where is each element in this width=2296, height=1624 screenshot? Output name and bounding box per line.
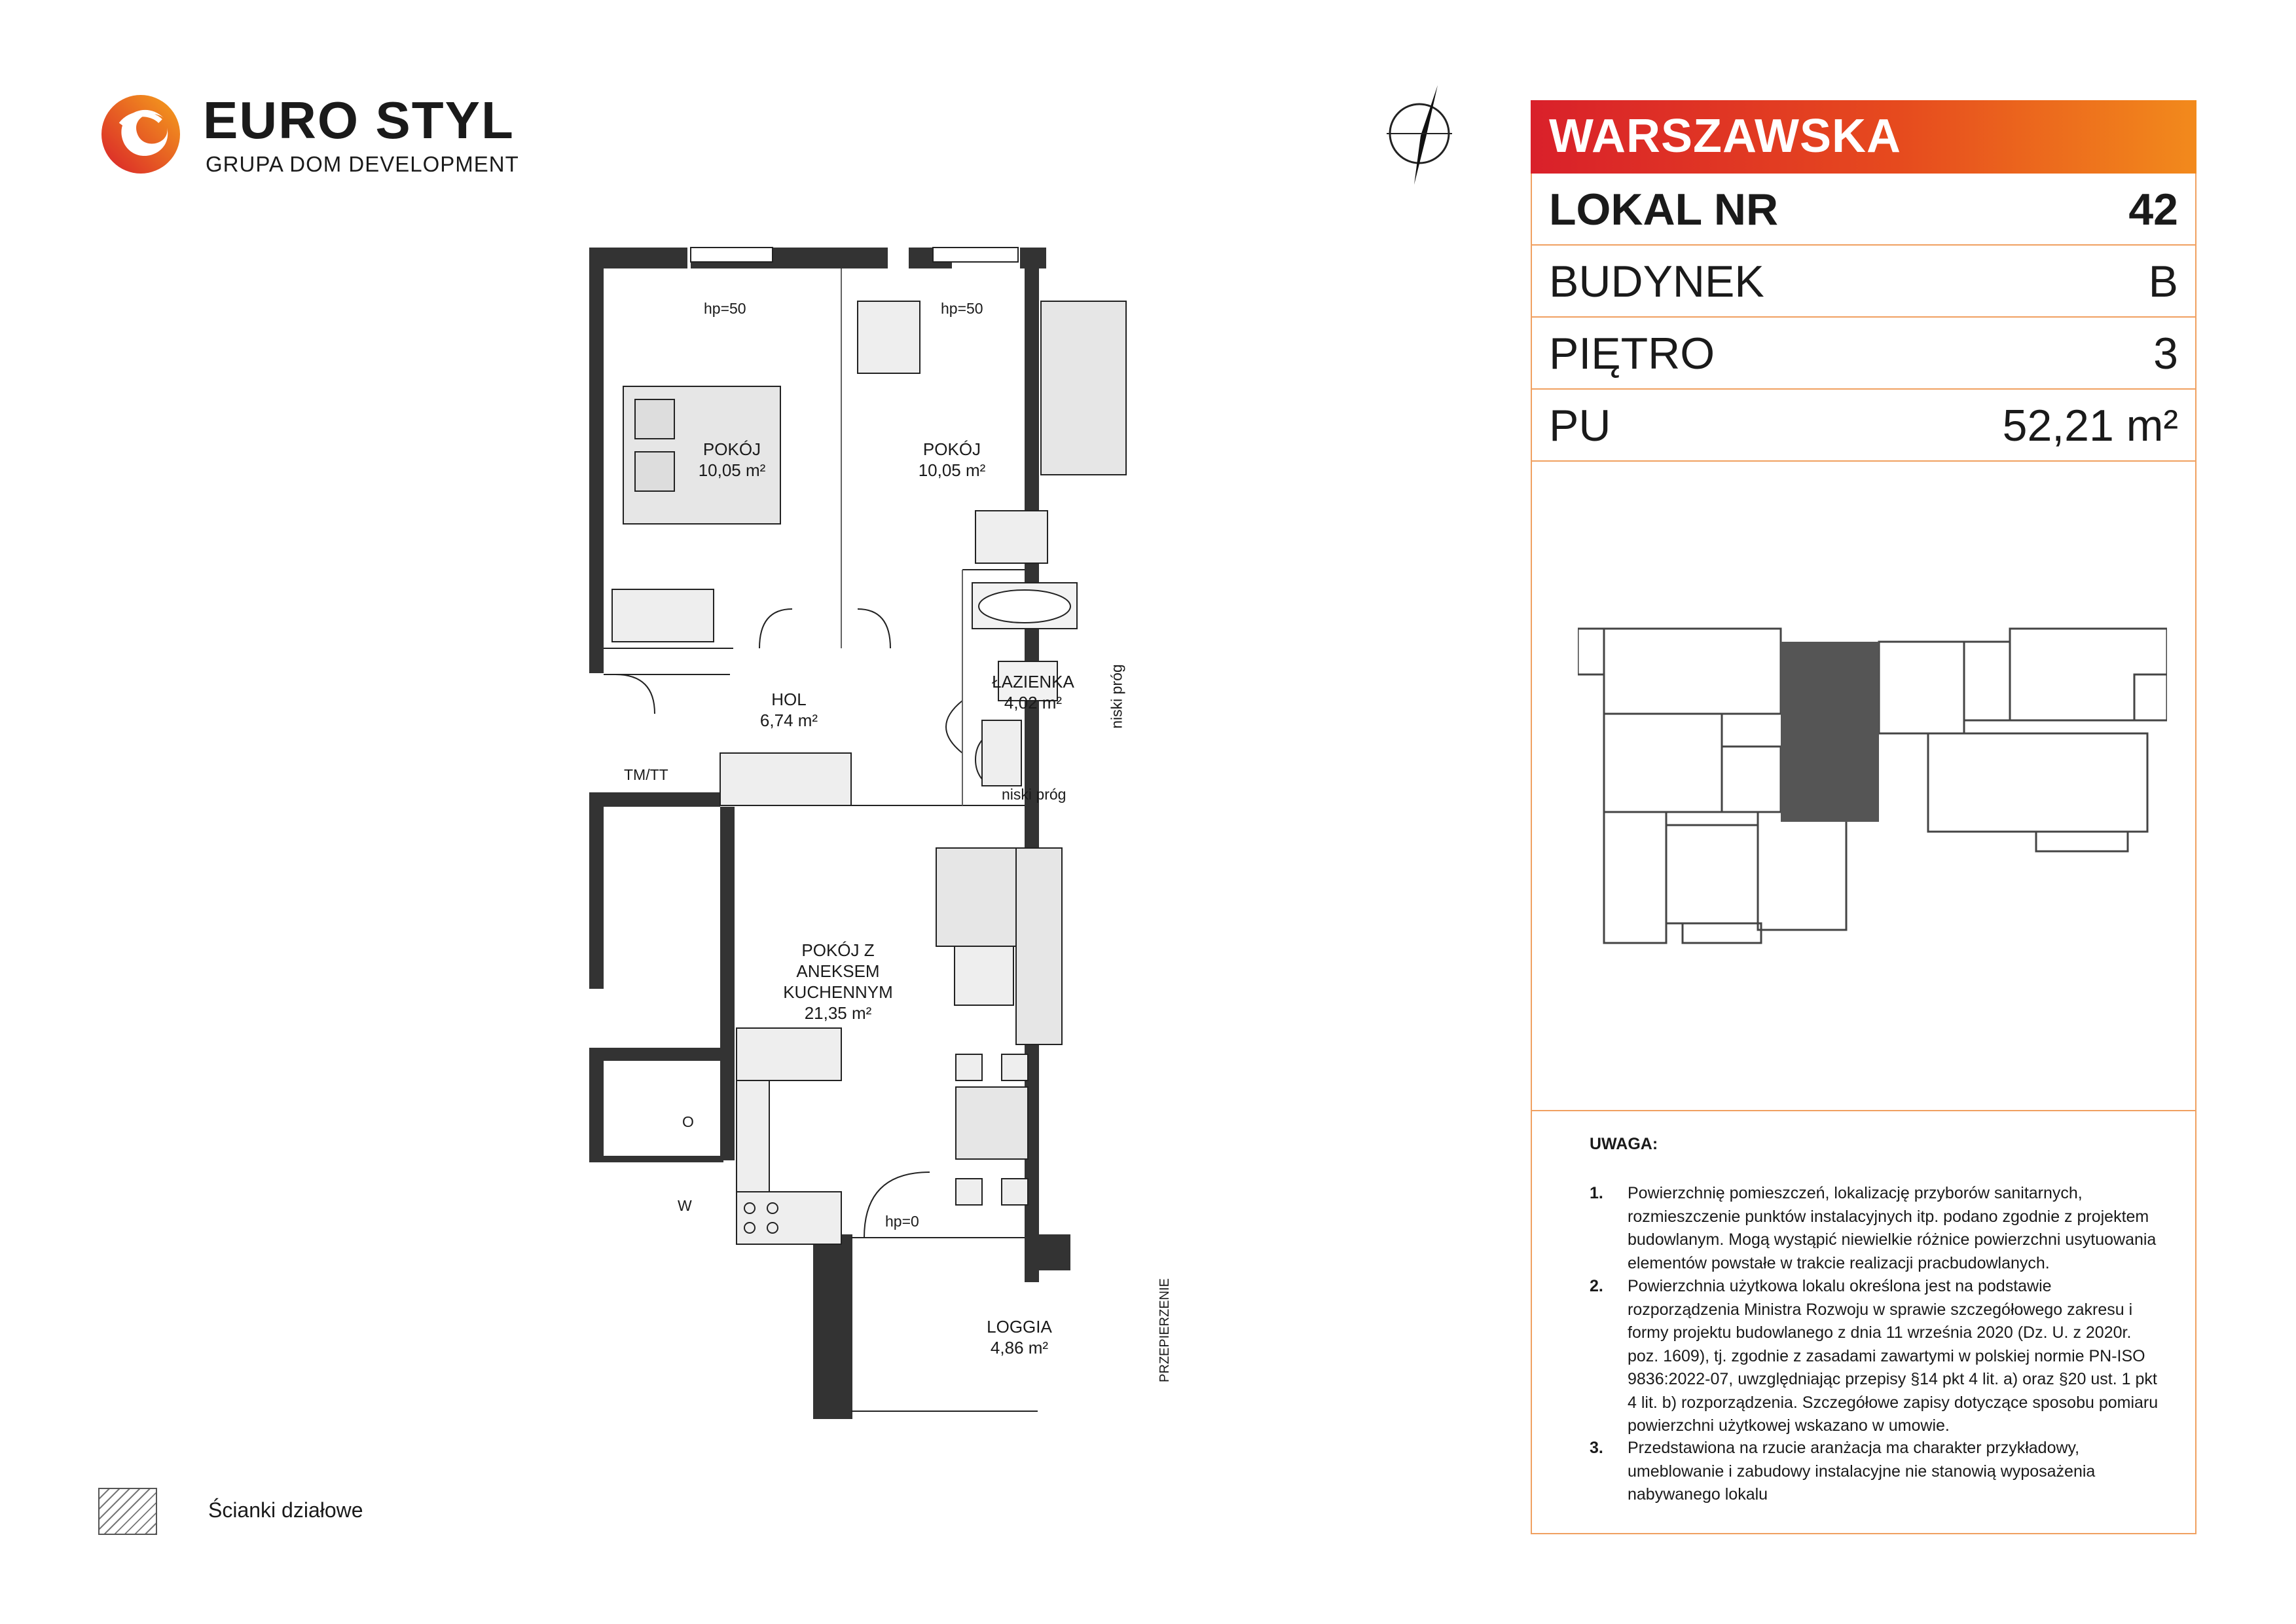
room-name: LOGGIA [987,1317,1052,1337]
row-unit-number [1531,174,2196,246]
low-sill-marker-1: niski próg [1108,664,1125,729]
row-building [1531,246,2196,318]
brand-subtitle: GRUPA DOM DEVELOPMENT [206,152,519,176]
notes-section [1531,1110,2196,1534]
north-arrow-icon [1374,80,1472,191]
brand-name: EURO STYL [203,91,515,149]
window-height-marker-1: hp=50 [704,300,746,317]
room-label-bathroom [968,671,1099,713]
room-name: HOL [771,690,807,709]
note-text: Powierzchnia użytkowa lokalu określona jest na podstawie rozporządzenia Ministra Rozwoju w sprawie szczegółowego zakresu i formy projektu budowlanego z dnia 11 września 2020 (Dz. U. z 2020r. poz. 1609), tj. zgodnie z zasadami zawartymi w polskiej normie PN-ISO 9836:2022-07, uwzględniając przepisy §14 pkt 4 lit. a) oraz §20 ust. 1 pkt 4 lit. b) rozporządzenia. Szczegółowe zapisy dotyczące sposobu pomiaru powierzchni użytkowej wskazano w umowie. [1628,1277,2159,1435]
window-height-marker-2: hp=50 [941,300,983,317]
row-floor [1531,318,2196,390]
room-area: 10,05 m² [918,460,986,480]
room-label-hall [723,689,854,731]
room-label-bedroom-1 [666,439,797,481]
room-label-bedroom-2 [886,439,1017,481]
room-area: 10,05 m² [698,460,766,480]
partition-marker: PRZEPIERZENIE [1157,1278,1172,1382]
note-number: 1. [1590,1184,1603,1202]
unit-number-value: 42 [2128,185,2178,234]
room-area: 6,74 m² [759,710,818,730]
low-sill-marker-2: niski próg [1002,786,1066,803]
room-name: POKÓJ Z ANEKSEM KUCHENNYM [783,940,893,1002]
apartment-floor-plan [576,242,1192,1421]
room-label-living-kitchen [746,940,930,1024]
note-text: Przedstawiona na rzucie aranżacja ma charakter przykładowy, umeblowanie i zabudowy instalacyjne nie stanowią wyposażenia nabywanego lokalu [1628,1439,2096,1504]
room-name: POKÓJ [702,439,761,459]
door-height-marker: hp=0 [885,1213,919,1230]
room-area: 4,86 m² [990,1338,1049,1357]
floor-label: PIĘTRO [1549,329,1715,378]
notes-title: UWAGA: [1590,1135,1658,1153]
usable-area-label: PU [1549,401,1611,451]
room-name: POKÓJ [922,439,981,459]
tm-tt-marker: TM/TT [624,766,668,783]
note-text: Powierzchnię pomieszczeń, lokalizację przyborów sanitarnych, rozmieszczenie punktów instalacyjnych itp. podano zgodnie z projektem budowlanym. Mogą wystąpić niewielkie różnice powierzchni usytuowania elementów powstałe w trakcie realizacji pracbudowlanych. [1628,1184,2157,1272]
room-area: 21,35 m² [804,1003,872,1023]
usable-area-value: 52,21 m² [2002,401,2178,451]
building-key-plan [1578,616,2167,982]
room-area: 4,02 m² [1004,693,1063,712]
investment-header [1531,100,2196,174]
unit-number-label: LOKAL NR [1549,185,1779,234]
building-value: B [2148,257,2178,306]
o-marker: O [682,1113,694,1130]
note-number: 2. [1590,1277,1603,1295]
w-marker: W [678,1197,692,1214]
note-number: 3. [1590,1439,1603,1457]
room-name: ŁAZIENKA [992,672,1074,692]
building-label: BUDYNEK [1549,257,1764,306]
euro-styl-logo-icon [98,92,183,177]
investment-name: WARSZAWSKA [1549,110,1901,162]
partition-wall-legend-label: Ścianki działowe [208,1498,363,1522]
room-label-loggia [954,1316,1085,1358]
partition-wall-legend-swatch [98,1488,157,1535]
floor-value: 3 [2153,329,2178,378]
row-usable-area [1531,390,2196,462]
